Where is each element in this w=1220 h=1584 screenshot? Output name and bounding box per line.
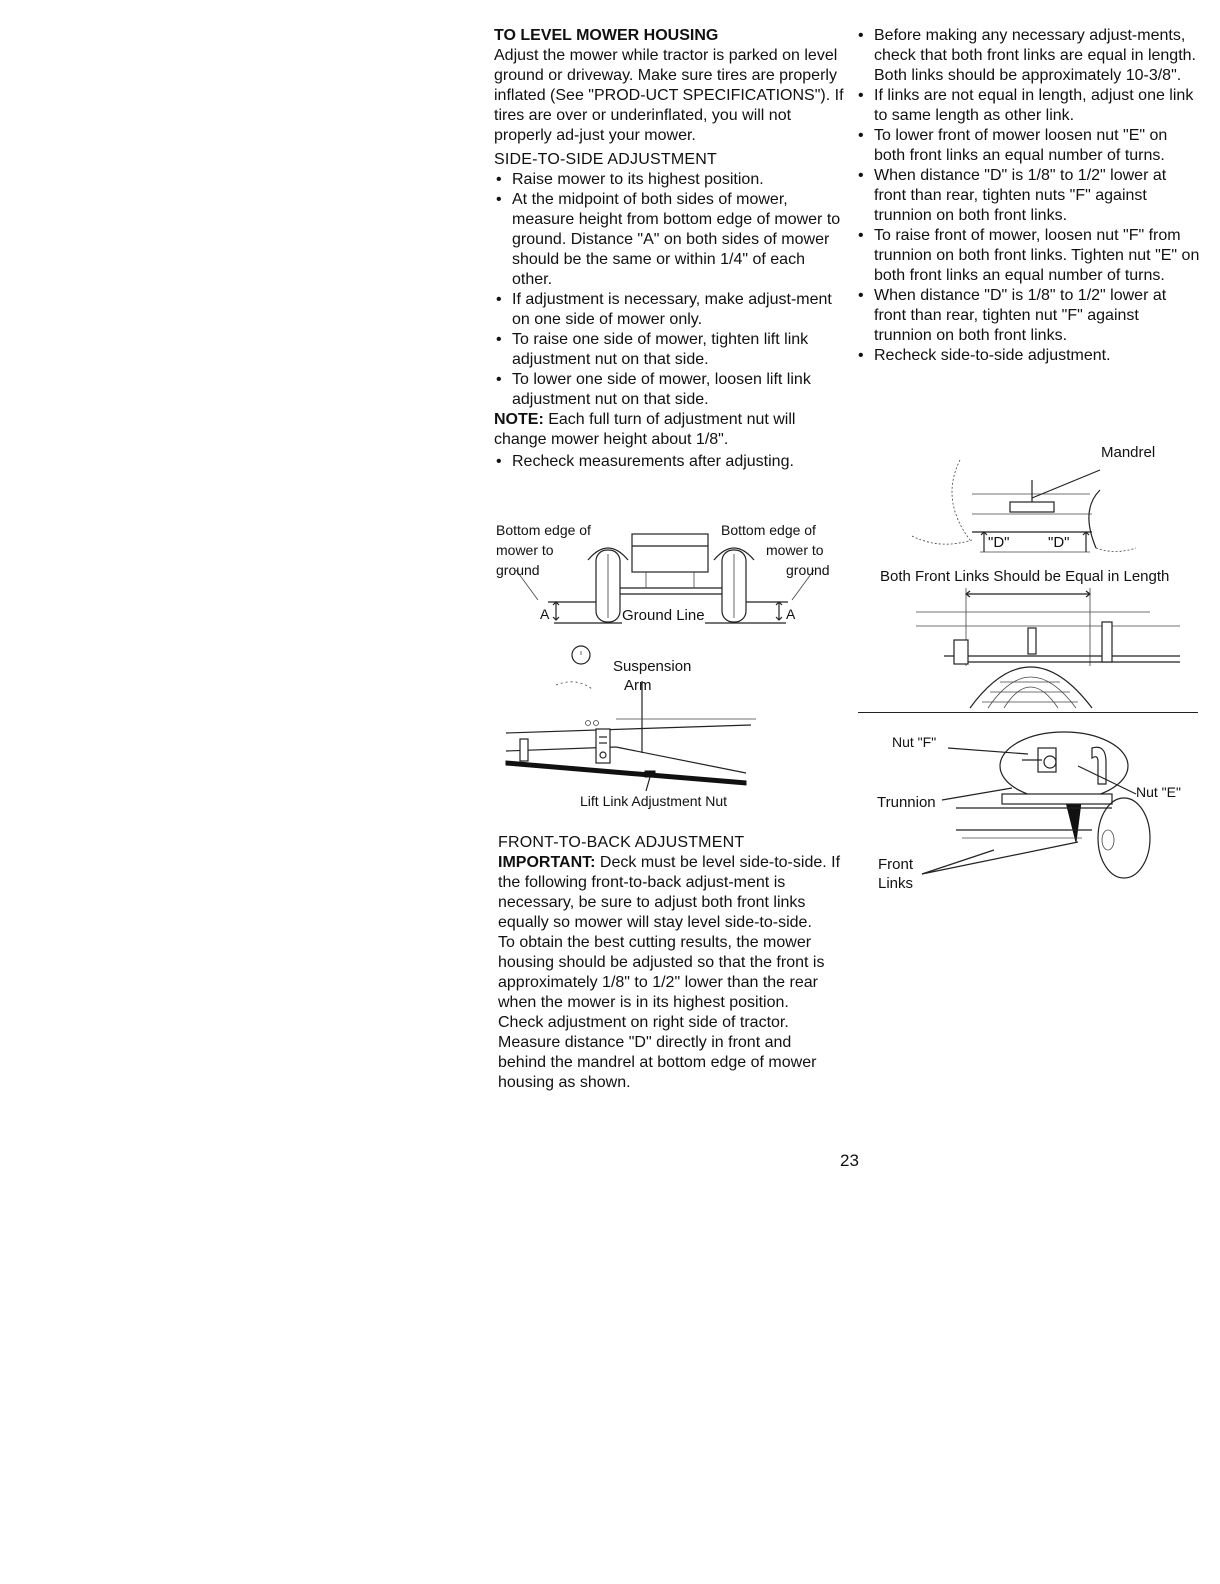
list-item: • Recheck measurements after adjusting. — [494, 452, 844, 472]
ground-line-label: Ground Line — [622, 607, 705, 624]
list-item: • If links are not equal in length, adjust one link to same length as other link. — [856, 86, 1201, 126]
bottom-edge-label-right-3: ground — [786, 562, 830, 578]
mandrel-figure — [900, 440, 1156, 560]
front-to-back-heading: FRONT-TO-BACK ADJUSTMENT — [498, 834, 745, 851]
ground-measurement-figure — [496, 520, 841, 630]
bottom-edge-label-right-2: mower to — [766, 542, 824, 558]
front-links-label-2: Links — [878, 875, 914, 892]
front-links-drawing — [880, 586, 1200, 714]
mandrel-label: Mandrel — [1101, 444, 1156, 461]
intro-paragraph: Adjust the mower while tractor is parked on level ground or driveway. Make sure tires are properly inflated (See "PROD-UCT SPECIFICATIONS"). If tires are over or underinflated, you will not properly ad-just your mower. — [494, 47, 844, 144]
page-number: 23 — [840, 1151, 859, 1170]
list-item: • When distance "D" is 1/8" to 1/2" lower at front than rear, tighten nuts "F" against trunnion on both front links. — [856, 166, 1201, 226]
best-results-paragraph: To obtain the best cutting results, the mower housing should be adjusted so that the front is approximately 1/8" to 1/2" lower than the rear when the mower is in its highest position. — [498, 934, 825, 1011]
side-to-side-heading: SIDE-TO-SIDE ADJUSTMENT — [494, 151, 717, 168]
right-column — [856, 26, 1201, 366]
nut-e-label: Nut "E" — [1136, 784, 1181, 800]
dimension-a-left: A — [540, 606, 550, 622]
list-item: • To lower one side of mower, loosen lift link adjustment nut on that side. — [494, 370, 844, 410]
list-item: • At the midpoint of both sides of mower, measure height from bottom edge of mower to ground. Distance "A" on both sides of mower should be the same or within 1/4" of each other. — [494, 190, 844, 290]
note-text: Each full turn of adjustment nut will change mower height about 1/8". — [494, 411, 796, 448]
suspension-label-1: Suspension — [613, 658, 692, 675]
list-item: • Before making any necessary adjust-ments, check that both front links are equal in length. Both links should be approximately 10-3/8". — [856, 26, 1201, 86]
important-paragraph — [498, 853, 843, 933]
nuts-figure — [872, 722, 1192, 902]
note-label: NOTE: — [494, 411, 544, 428]
list-item: • When distance "D" is 1/8" to 1/2" lower at front than rear, tighten nut "F" against trunnion on both front links. — [856, 286, 1201, 346]
figure-divider — [858, 712, 1198, 713]
important-label: IMPORTANT: — [498, 854, 596, 871]
note-paragraph — [494, 410, 844, 450]
check-adjustment-paragraph: Check adjustment on right side of tractor. Measure distance "D" directly in front and behind the mandrel at bottom edge of mower housing as shown. — [498, 1014, 817, 1091]
front-to-back-list — [856, 26, 1201, 366]
section-title: TO LEVEL MOWER HOUSING — [494, 27, 719, 44]
front-to-back-block — [498, 833, 843, 1093]
dimension-d-front: "D" — [988, 534, 1010, 551]
front-links-figure — [880, 586, 1200, 714]
list-item: • To raise front of mower, loosen nut "F" from trunnion on both front links. Tighten nut "E" on both front links an equal number of turns. — [856, 226, 1201, 286]
side-to-side-list — [494, 170, 844, 410]
suspension-arm-figure — [496, 643, 841, 813]
important-text: Deck must be level side-to-side. If the following front-to-back adjust-ment is necessary, be sure to adjust both front links equally so mower will stay level side-to-side. — [498, 854, 841, 931]
list-item: • To lower front of mower loosen nut "E" on both front links an equal number of turns. — [856, 126, 1201, 166]
nut-f-label: Nut "F" — [892, 734, 937, 750]
suspension-label-2: Arm — [624, 677, 652, 694]
left-column — [494, 26, 844, 472]
bottom-edge-label-right-1: Bottom edge of — [721, 522, 816, 538]
front-links-caption: Both Front Links Should be Equal in Length — [880, 568, 1170, 585]
front-links-label-1: Front — [878, 856, 914, 873]
trunnion-label: Trunnion — [877, 794, 936, 811]
list-item: • Recheck side-to-side adjustment. — [856, 346, 1201, 366]
lift-link-nut-caption: Lift Link Adjustment Nut — [580, 793, 728, 809]
dimension-d-rear: "D" — [1048, 534, 1070, 551]
list-item: • To raise one side of mower, tighten lift link adjustment nut on that side. — [494, 330, 844, 370]
list-item: • If adjustment is necessary, make adjust-ment on one side of mower only. — [494, 290, 844, 330]
bottom-edge-label-left-1: Bottom edge of — [496, 522, 591, 538]
list-item: • Raise mower to its highest position. — [494, 170, 844, 190]
recheck-list — [494, 452, 844, 472]
bottom-edge-label-left-2: mower to — [496, 542, 554, 558]
bottom-edge-label-left-3: ground — [496, 562, 540, 578]
dimension-a-right: A — [786, 606, 796, 622]
